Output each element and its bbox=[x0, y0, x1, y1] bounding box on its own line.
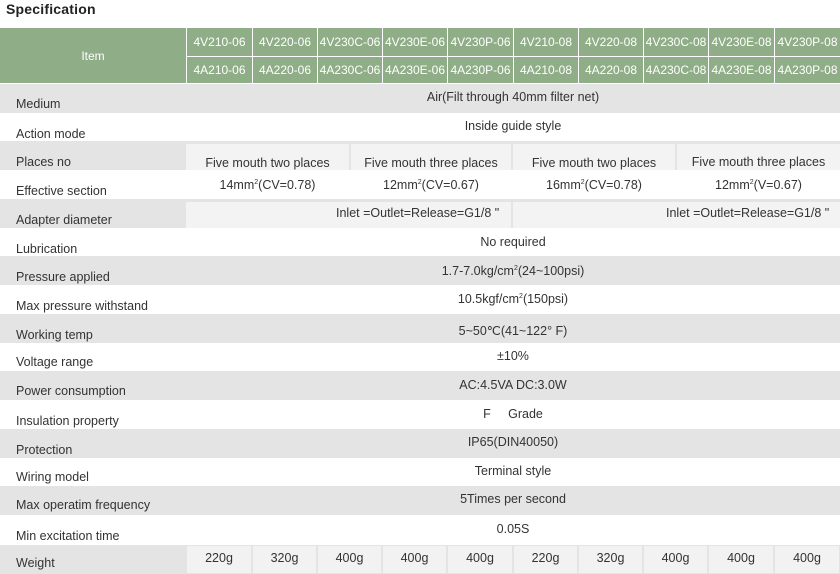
header-model-label: 4V210-08 bbox=[519, 35, 573, 49]
row-power-consumption bbox=[0, 371, 840, 400]
header-model-cell bbox=[774, 28, 840, 56]
row-wiring-model bbox=[0, 458, 840, 486]
weight-cell bbox=[448, 546, 512, 573]
row-label: Adapter diameter bbox=[16, 213, 112, 227]
row-value: 5Times per second bbox=[460, 492, 566, 506]
weight-value: 400g bbox=[400, 551, 429, 565]
places-value: Five mouth two places bbox=[205, 156, 330, 170]
header-model-label: 4A210-06 bbox=[193, 63, 246, 77]
row-lubrication bbox=[0, 228, 840, 256]
header-model-label: 4A210-08 bbox=[519, 63, 573, 77]
row-label: Power consumption bbox=[16, 384, 126, 398]
row-value: Terminal style bbox=[474, 464, 552, 478]
weight-value: 320g bbox=[596, 551, 625, 565]
effective-value: $12mm^2(V=0.67)$ bbox=[715, 178, 802, 192]
row-value: Air(Filt through 40mm filter net) bbox=[426, 90, 600, 104]
row-value: Inside guide style bbox=[464, 119, 562, 133]
header-model-cell bbox=[708, 57, 774, 83]
effective-value: $16mm^2(CV=0.78)$ bbox=[546, 178, 642, 192]
header-model-label: 4A230C-06 bbox=[319, 63, 381, 77]
row-value: IP65(DIN40050) bbox=[467, 435, 559, 449]
row-effective-section bbox=[0, 170, 840, 199]
row-label: Protection bbox=[16, 443, 73, 457]
weight-value: 400g bbox=[793, 551, 821, 565]
weight-value: 400g bbox=[727, 551, 755, 565]
row-medium bbox=[0, 84, 840, 113]
row-label: Working temp bbox=[16, 328, 93, 342]
row-value: 0.05S bbox=[496, 522, 530, 536]
header-model-cell bbox=[252, 57, 317, 83]
weight-value: 220g bbox=[531, 551, 560, 565]
row-label: Min excitation time bbox=[16, 529, 120, 543]
header-model-cell bbox=[643, 28, 708, 56]
header-model-cell bbox=[774, 57, 840, 83]
row-value: AC:4.5VA DC:3.0W bbox=[459, 378, 567, 392]
row-label: Voltage range bbox=[16, 355, 94, 369]
header-item-label: Item bbox=[81, 48, 105, 63]
row-pressure-applied bbox=[0, 256, 840, 285]
header-model-label: 4V220-06 bbox=[258, 35, 312, 49]
row-value: 5~50℃(41~122° F) bbox=[458, 324, 568, 338]
header-model-cell bbox=[578, 28, 643, 56]
header-model-label: 4A220-08 bbox=[584, 63, 638, 77]
header-model-label: 4A230E-08 bbox=[711, 63, 772, 77]
header-model-label: 4A230P-08 bbox=[777, 63, 838, 77]
header-model-cell bbox=[382, 57, 447, 83]
places-value: Five mouth two places bbox=[531, 156, 657, 170]
weight-value: 320g bbox=[270, 551, 299, 565]
row-label: Max pressure withstand bbox=[16, 299, 149, 313]
weight-cell bbox=[709, 546, 773, 573]
weight-value: 400g bbox=[661, 551, 690, 565]
header-model-cell bbox=[578, 57, 643, 83]
header-model-cell bbox=[643, 57, 708, 83]
header-model-cell bbox=[252, 28, 317, 56]
weight-value: 220g bbox=[205, 551, 233, 565]
row-insulation bbox=[0, 400, 840, 429]
header-model-cell bbox=[447, 57, 513, 83]
row-label: Lubrication bbox=[16, 242, 78, 256]
header-model-label: 4A220-06 bbox=[258, 63, 312, 77]
row-value: $1.7-7.0kg/cm^2(24\sim 100psi)$ bbox=[441, 264, 585, 278]
row-weight bbox=[0, 545, 840, 574]
weight-cell bbox=[187, 546, 251, 573]
weight-value: 400g bbox=[466, 551, 494, 565]
weight-cell bbox=[318, 546, 381, 573]
header-item-cell bbox=[0, 28, 186, 83]
row-label: Places no bbox=[16, 155, 71, 169]
row-max-pressure bbox=[0, 285, 840, 314]
row-min-excitation bbox=[0, 515, 840, 545]
weight-cell bbox=[579, 546, 642, 573]
weight-cell bbox=[514, 546, 577, 573]
row-adapter-diameter bbox=[0, 199, 840, 228]
row-label: Wiring model bbox=[16, 470, 89, 484]
row-label: Action mode bbox=[16, 127, 86, 141]
row-max-frequency bbox=[0, 486, 840, 515]
header-model-label: 4V230C-06 bbox=[319, 35, 381, 49]
adapter-value: Inlet =Outlet=Release=G1/8 " bbox=[666, 206, 830, 220]
header-model-cell bbox=[186, 28, 252, 56]
header-model-cell bbox=[513, 57, 578, 83]
row-label: Max operatim frequency bbox=[16, 498, 151, 512]
weight-cell bbox=[644, 546, 707, 573]
row-places-no bbox=[0, 141, 840, 170]
header-model-label: 4V230P-08 bbox=[777, 35, 838, 49]
header-divider bbox=[186, 56, 840, 57]
header-model-cell bbox=[447, 28, 513, 56]
header-model-cell bbox=[382, 28, 447, 56]
row-working-temp bbox=[0, 314, 840, 343]
header-model-label: 4A230C-08 bbox=[645, 63, 707, 77]
header-model-label: 4A230P-06 bbox=[450, 63, 511, 77]
effective-value: $14mm^2(CV=0.78)$ bbox=[219, 178, 316, 192]
row-label: Weight bbox=[16, 556, 55, 570]
row-value: No required bbox=[480, 235, 546, 249]
row-value: F Grade bbox=[483, 407, 543, 421]
header-model-label: 4V230C-08 bbox=[645, 35, 707, 49]
row-label: Insulation property bbox=[16, 414, 119, 428]
header-model-cell bbox=[186, 57, 252, 83]
header-model-label: 4V230E-08 bbox=[711, 35, 772, 49]
header-model-cell bbox=[317, 57, 382, 83]
row-label: Effective section bbox=[16, 184, 107, 198]
weight-value: 400g bbox=[335, 551, 364, 565]
row-label: Pressure applied bbox=[16, 270, 110, 284]
weight-cell bbox=[383, 546, 446, 573]
weight-cell bbox=[253, 546, 316, 573]
row-value: ±10% bbox=[497, 349, 529, 363]
adapter-value: Inlet =Outlet=Release=G1/8 " bbox=[336, 206, 500, 220]
places-value: Five mouth three places bbox=[691, 155, 826, 169]
header-model-label: 4V210-06 bbox=[193, 35, 246, 49]
page-title: Specification bbox=[6, 1, 96, 17]
header-model-cell bbox=[513, 28, 578, 56]
places-value: Five mouth three places bbox=[364, 156, 498, 170]
effective-value: $12mm^2(CV=0.67)$ bbox=[383, 178, 479, 192]
row-voltage-range bbox=[0, 343, 840, 371]
header-model-cell bbox=[708, 28, 774, 56]
weight-cell bbox=[775, 546, 839, 573]
header-model-label: 4V230E-06 bbox=[384, 35, 446, 49]
row-value: $10.5kgf/cm^2(150psi)$ bbox=[457, 292, 569, 306]
row-label: Medium bbox=[16, 97, 61, 111]
header-model-label: 4V220-08 bbox=[584, 35, 638, 49]
row-action-mode bbox=[0, 113, 840, 141]
header-model-label: 4V230P-06 bbox=[450, 35, 511, 49]
header-model-label: 4A230E-06 bbox=[384, 63, 446, 77]
header-model-cell bbox=[317, 28, 382, 56]
row-protection bbox=[0, 429, 840, 458]
